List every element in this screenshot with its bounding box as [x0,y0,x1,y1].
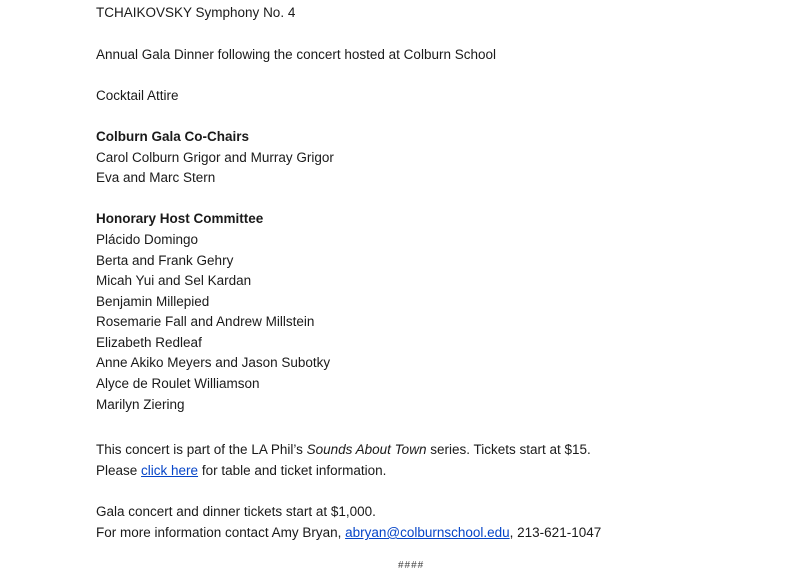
concert-heading: TCHAIKOVSKY Symphony No. 4 [96,5,296,20]
committee-member: Benjamin Millepied [96,294,210,309]
contact-email-link[interactable]: abryan@colburnschool.edu [345,525,510,540]
please-text: Please [96,463,142,478]
series-text-before: This concert is part of the LA Phil’s [96,442,307,457]
committee-member: Marilyn Ziering [96,397,185,412]
series-name: Sounds About Town [306,442,427,457]
click-here-link[interactable]: click here [141,463,199,478]
committee-member: Plácido Domingo [96,232,199,247]
contact-line [96,524,601,542]
committee-member: Berta and Frank Gehry [96,253,234,268]
attire-line: Cocktail Attire [96,88,179,103]
committee-member: Micah Yui and Sel Kardan [96,273,252,288]
committee-member: Rosemarie Fall and Andrew Millstein [96,314,315,329]
contact-prefix: For more information contact Amy Bryan, [96,525,346,540]
ticket-info-text: for table and ticket information. [198,463,387,478]
gala-dinner-line: Annual Gala Dinner following the concert hosted at Colburn School [96,47,496,62]
committee-member: Alyce de Roulet Williamson [96,376,260,391]
end-mark: #### [398,560,425,571]
contact-phone: , 213-621-1047 [509,525,602,540]
committee-member: Elizabeth Redleaf [96,335,202,350]
committee-member: Anne Akiko Meyers and Jason Subotky [96,355,331,370]
co-chairs-title: Colburn Gala Co-Chairs [96,129,250,144]
gala-tickets-line: Gala concert and dinner tickets start at $1,000. [96,504,376,519]
co-chair-name: Eva and Marc Stern [96,170,216,185]
co-chair-name: Carol Colburn Grigor and Murray Grigor [96,150,334,165]
ticket-info-line [96,462,386,480]
series-text-after: series. Tickets start at $15. [426,442,591,457]
host-committee-title: Honorary Host Committee [96,211,264,226]
concert-series-line [96,441,591,459]
